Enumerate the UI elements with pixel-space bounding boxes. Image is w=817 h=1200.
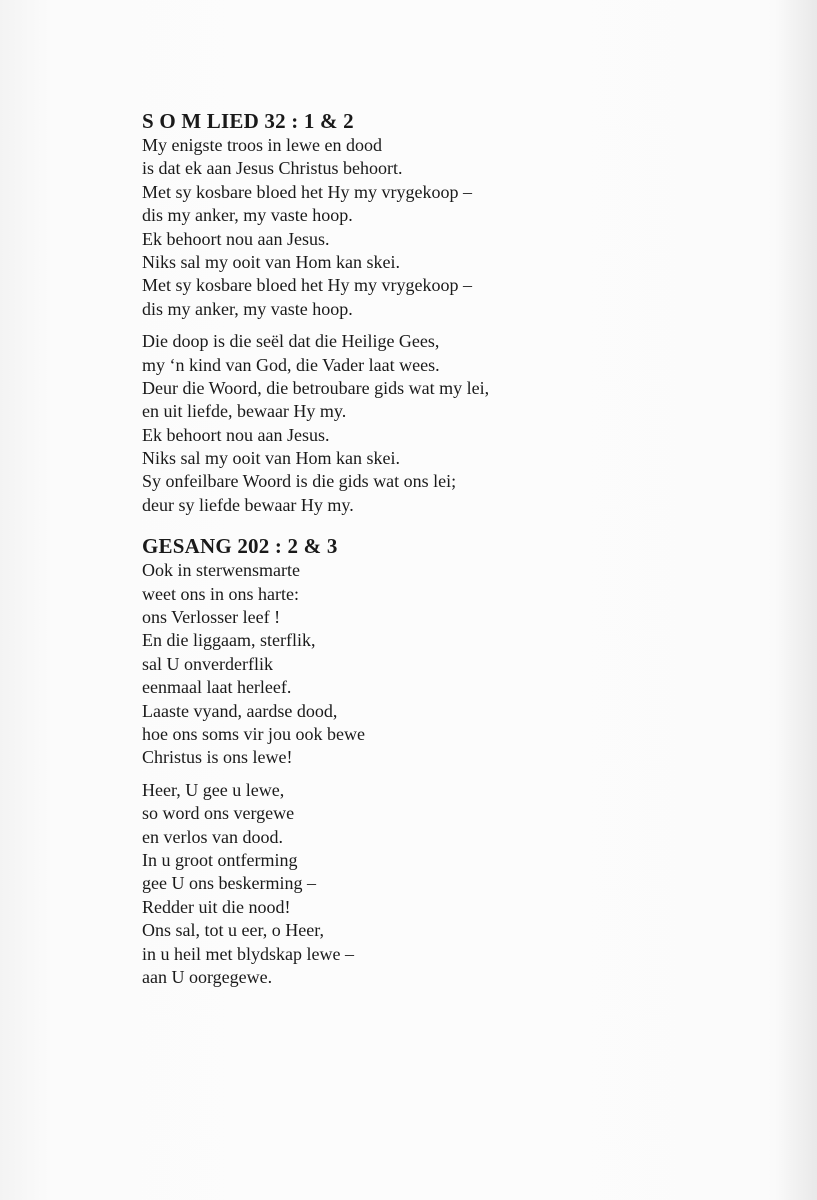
hymn-content bbox=[142, 108, 742, 989]
verse-line: Ek behoort nou aan Jesus. bbox=[142, 228, 330, 249]
section-spacer bbox=[142, 517, 742, 533]
verse-line: Deur die Woord, die betroubare gids wat my lei, bbox=[142, 377, 490, 398]
verse-line: Die doop is die seël dat die Heilige Gees, bbox=[142, 331, 440, 352]
verse-line: sal U onverderflik bbox=[142, 653, 273, 674]
verse-line: Sy onfeilbare Woord is die gids wat ons lei; bbox=[142, 471, 457, 492]
verse-line: weet ons in ons harte: bbox=[142, 583, 299, 604]
verse-line: Ook in sterwensmarte bbox=[142, 560, 300, 581]
verse-line: so word ons vergewe bbox=[142, 803, 295, 824]
verse-line: hoe ons soms vir jou ook bewe bbox=[142, 723, 365, 744]
verse-line: Met sy kosbare bloed het Hy my vrygekoop – bbox=[142, 181, 472, 202]
hymn-section-som-lied-32 bbox=[142, 108, 742, 517]
stanza-2 bbox=[142, 330, 742, 517]
verse-line: is dat ek aan Jesus Christus behoort. bbox=[142, 158, 403, 179]
verse-line: aan U oorgegewe. bbox=[142, 966, 273, 987]
verse-line: Ek behoort nou aan Jesus. bbox=[142, 424, 330, 445]
verse-line: Heer, U gee u lewe, bbox=[142, 779, 285, 800]
verse-line: en verlos van dood. bbox=[142, 826, 283, 847]
section-heading: GESANG 202 : 2 & 3 bbox=[142, 534, 338, 559]
verse-line: Niks sal my ooit van Hom kan skei. bbox=[142, 448, 400, 469]
verse-line: eenmaal laat herleef. bbox=[142, 677, 292, 698]
stanza-spacer bbox=[142, 770, 742, 779]
stanza-1 bbox=[142, 559, 742, 770]
verse-line: Ons sal, tot u eer, o Heer, bbox=[142, 920, 325, 941]
verse-line: Niks sal my ooit van Hom kan skei. bbox=[142, 251, 400, 272]
verse-line: dis my anker, my vaste hoop. bbox=[142, 298, 353, 319]
stanza-spacer bbox=[142, 321, 742, 330]
verse-line: my ‘n kind van God, die Vader laat wees. bbox=[142, 354, 440, 375]
verse-line: in u heil met blydskap lewe – bbox=[142, 943, 354, 964]
verse-line: Redder uit die nood! bbox=[142, 896, 291, 917]
verse-line: In u groot ontferming bbox=[142, 849, 298, 870]
page-edge-shadow bbox=[777, 0, 817, 1200]
verse-line: My enigste troos in lewe en dood bbox=[142, 135, 382, 155]
verse-line: dis my anker, my vaste hoop. bbox=[142, 205, 353, 226]
verse-line: deur sy liefde bewaar Hy my. bbox=[142, 494, 354, 515]
verse-line: Christus is ons lewe! bbox=[142, 747, 293, 768]
hymn-section-gesang-202 bbox=[142, 533, 742, 989]
verse-line: En die liggaam, sterflik, bbox=[142, 630, 316, 651]
verse-line: ons Verlosser leef ! bbox=[142, 607, 281, 628]
section-heading: S O M LIED 32 : 1 & 2 bbox=[142, 109, 354, 133]
verse-line: Met sy kosbare bloed het Hy my vrygekoop – bbox=[142, 275, 472, 296]
verse-line: gee U ons beskerming – bbox=[142, 873, 316, 894]
verse-line: en uit liefde, bewaar Hy my. bbox=[142, 401, 347, 422]
stanza-1 bbox=[142, 134, 742, 321]
verse-line: Laaste vyand, aardse dood, bbox=[142, 700, 338, 721]
stanza-2 bbox=[142, 779, 742, 990]
